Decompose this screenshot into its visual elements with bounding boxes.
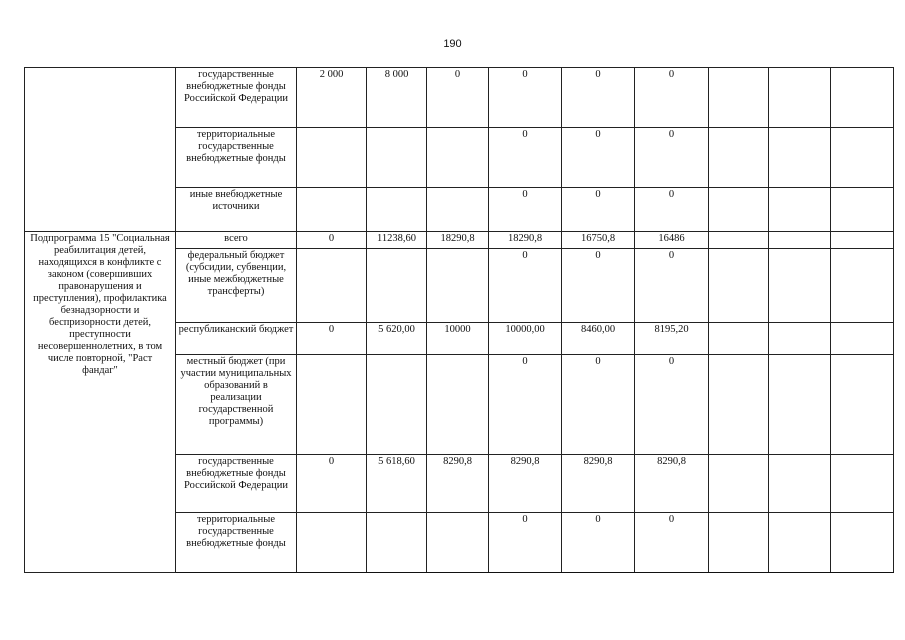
program-label: Подпрограмма 15 "Социальная реабилитация детей, находящихся в конфликте с законом (совершивших правонарушения и преступления), профилактика безнадзорности и беспризорности детей, преступности несовершеннолетних, в том числе повторной, "Раст фандаг"	[25, 232, 176, 573]
value-cell: 0	[635, 188, 709, 232]
value-cell: 0	[489, 128, 562, 188]
value-cell: 0	[635, 128, 709, 188]
value-cell: 8290,8	[489, 455, 562, 513]
value-cell	[427, 513, 489, 573]
value-cell: 8290,8	[562, 455, 635, 513]
value-cell	[831, 513, 894, 573]
value-cell: 0	[489, 188, 562, 232]
value-cell	[367, 513, 427, 573]
value-cell: 0	[489, 513, 562, 573]
value-cell	[367, 188, 427, 232]
table-body	[25, 68, 894, 573]
value-cell: 0	[297, 323, 367, 355]
value-cell: 0	[489, 68, 562, 128]
value-cell: 0	[635, 355, 709, 455]
value-cell: 8195,20	[635, 323, 709, 355]
value-cell	[769, 323, 831, 355]
funding-source: территориальные государственные внебюджетные фонды	[176, 513, 297, 573]
value-cell	[297, 128, 367, 188]
value-cell: 8290,8	[635, 455, 709, 513]
funding-source: государственные внебюджетные фонды Российской Федерации	[176, 455, 297, 513]
funding-source: иные внебюджетные источники	[176, 188, 297, 232]
value-cell	[831, 355, 894, 455]
value-cell: 10000,00	[489, 323, 562, 355]
value-cell	[769, 455, 831, 513]
value-cell: 0	[489, 249, 562, 323]
value-cell	[367, 355, 427, 455]
value-cell	[709, 455, 769, 513]
value-cell	[769, 249, 831, 323]
value-cell	[709, 188, 769, 232]
value-cell	[831, 232, 894, 249]
value-cell	[427, 249, 489, 323]
value-cell	[769, 355, 831, 455]
funding-source: территориальные государственные внебюджетные фонды	[176, 128, 297, 188]
value-cell	[769, 68, 831, 128]
table-row	[25, 232, 894, 249]
value-cell: 0	[562, 68, 635, 128]
value-cell	[427, 188, 489, 232]
value-cell: 18290,8	[489, 232, 562, 249]
value-cell	[427, 355, 489, 455]
value-cell: 2 000	[297, 68, 367, 128]
value-cell	[367, 128, 427, 188]
page-number: 190	[443, 38, 462, 50]
value-cell	[297, 249, 367, 323]
value-cell	[297, 188, 367, 232]
value-cell: 0	[489, 355, 562, 455]
value-cell	[769, 128, 831, 188]
value-cell: 16486	[635, 232, 709, 249]
value-cell: 16750,8	[562, 232, 635, 249]
value-cell	[769, 513, 831, 573]
value-cell: 0	[562, 355, 635, 455]
value-cell: 0	[635, 249, 709, 323]
value-cell	[831, 68, 894, 128]
value-cell: 8 000	[367, 68, 427, 128]
value-cell	[297, 355, 367, 455]
table-row	[25, 68, 894, 128]
value-cell	[831, 128, 894, 188]
value-cell	[709, 323, 769, 355]
value-cell	[769, 188, 831, 232]
value-cell	[831, 188, 894, 232]
value-cell	[769, 232, 831, 249]
value-cell: 0	[635, 513, 709, 573]
value-cell	[709, 232, 769, 249]
value-cell	[709, 128, 769, 188]
value-cell	[709, 249, 769, 323]
value-cell: 0	[297, 455, 367, 513]
value-cell: 0	[427, 68, 489, 128]
funding-source: республиканский бюджет	[176, 323, 297, 355]
value-cell: 0	[562, 188, 635, 232]
value-cell	[367, 249, 427, 323]
funding-source: государственные внебюджетные фонды Российской Федерации	[176, 68, 297, 128]
value-cell	[831, 323, 894, 355]
value-cell: 10000	[427, 323, 489, 355]
value-cell: 11238,60	[367, 232, 427, 249]
value-cell: 18290,8	[427, 232, 489, 249]
funding-table	[24, 67, 894, 573]
value-cell: 0	[562, 249, 635, 323]
program-cell-empty	[25, 68, 176, 232]
value-cell	[297, 513, 367, 573]
value-cell: 8460,00	[562, 323, 635, 355]
value-cell: 0	[297, 232, 367, 249]
value-cell	[709, 355, 769, 455]
value-cell	[709, 68, 769, 128]
value-cell: 0	[562, 128, 635, 188]
value-cell	[831, 249, 894, 323]
value-cell: 5 620,00	[367, 323, 427, 355]
funding-source: местный бюджет (при участии муниципальных образований в реализации государственной программы)	[176, 355, 297, 455]
value-cell: 5 618,60	[367, 455, 427, 513]
funding-source: всего	[176, 232, 297, 249]
value-cell	[831, 455, 894, 513]
value-cell: 8290,8	[427, 455, 489, 513]
value-cell	[709, 513, 769, 573]
value-cell: 0	[562, 513, 635, 573]
value-cell	[427, 128, 489, 188]
funding-source: федеральный бюджет (субсидии, субвенции, иные межбюджетные трансферты)	[176, 249, 297, 323]
value-cell: 0	[635, 68, 709, 128]
